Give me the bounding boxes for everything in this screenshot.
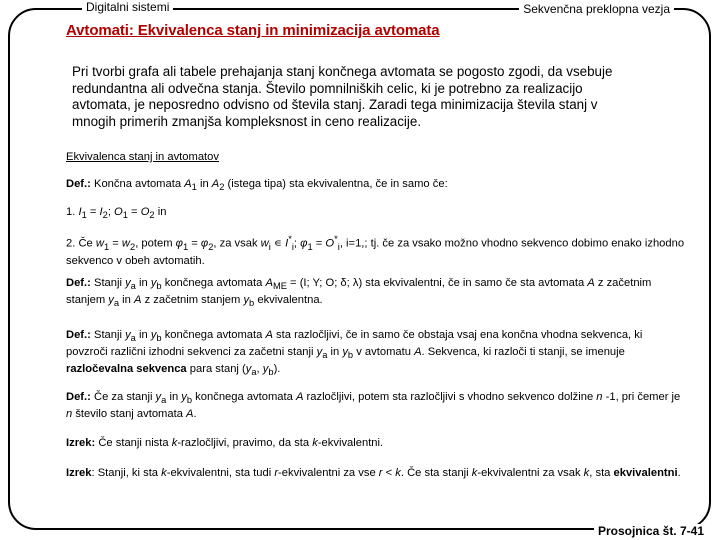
definition-state-equivalence: Def.: Stanji $y_a$ in $y_b$ končnega avtomata $A_{ME} = (I$; Y; O; δ; λ) sta ekvivalentni, če in samo če sta avtomata A z začetnim stanjem $y_a$ in A z začetnim stanjem $y_b$ ekvivalentna.	[66, 277, 652, 309]
definition-distinguishable-states: Def.: Stanji $y_a$ in $y_b$ končnega avtomata A sta razločljivi, če in samo če obstaja vsaj ena končna vhodna sekvenca, ki povzroči različni izhodni sekvenci za začetni stanji $y_a$ in $y_b$ v avtomatu A. Sekvenca, ki razloči ti stanji, se imenuje razločevalna sekvenca para stanj ($y_a$, $y_b$).	[66, 329, 643, 378]
theorem-k-equivalent: Izrek: Če stanji nista k-razločljivi, pravimo, da sta k-ekvivalentni.	[66, 437, 384, 449]
header-chapter-title: Sekvenčna preklopna vezja	[519, 2, 674, 16]
theorem-r-equivalent: Izrek: Stanji, ki sta k-ekvivalentni, sta tudi r-ekvivalentni za vse r < k. Če sta stanji k-ekvivalentni za vsak k, sta ekvivalentni.	[66, 467, 681, 479]
slide-number: Prosojnica št. 7-41	[594, 524, 708, 538]
section-heading: Ekvivalenca stanj in avtomatov	[66, 151, 219, 163]
intro-paragraph: Pri tvorbi grafa ali tabele prehajanja stanj končnega avtomata se pogosto zgodi, da vsebuje redundantna ali odvečna stanja. Število pomnilniških celic, ki je potrebno za realizacijo avtomata, je neposredno odvisno od števila stanj. Zaradi tega minimizacija števila stanj v mnogih primerih zmanjša kompleksnost in ceno realizacije.	[72, 64, 613, 129]
condition-1: 1. $I_1 = I_2$; $O_1 = O_2$ in	[66, 206, 167, 221]
definition-automata-equivalence: Def.: Končna avtomata $A_1$ in $A_2$ (istega tipa) sta ekvivalentna, če in samo če:	[66, 178, 448, 193]
condition-2: 2. Če $w_1 = w_2$, potem $\varphi_1 = \varphi_2$, za vsak $w_i$ ∊ $I^*_i$; $\varphi_1 = O^*_i$, i=1,; tj. če za vsako možno vhodno sekvenco dobimo enako izhodno sekvenco v obeh avtomatih.	[66, 234, 685, 267]
definition-sequence-length: Def.: Če za stanji $y_a$ in $y_b$ končnega avtomata A razločljivi, potem sta razločljivi s vhodno sekvenco dolžine n -1, pri čemer je n število stanj avtomata A.	[66, 391, 681, 421]
slide-title: Avtomati: Ekvivalenca stanj in minimizacija avtomata	[66, 22, 440, 39]
header-course-title: Digitalni sistemi	[82, 0, 173, 14]
